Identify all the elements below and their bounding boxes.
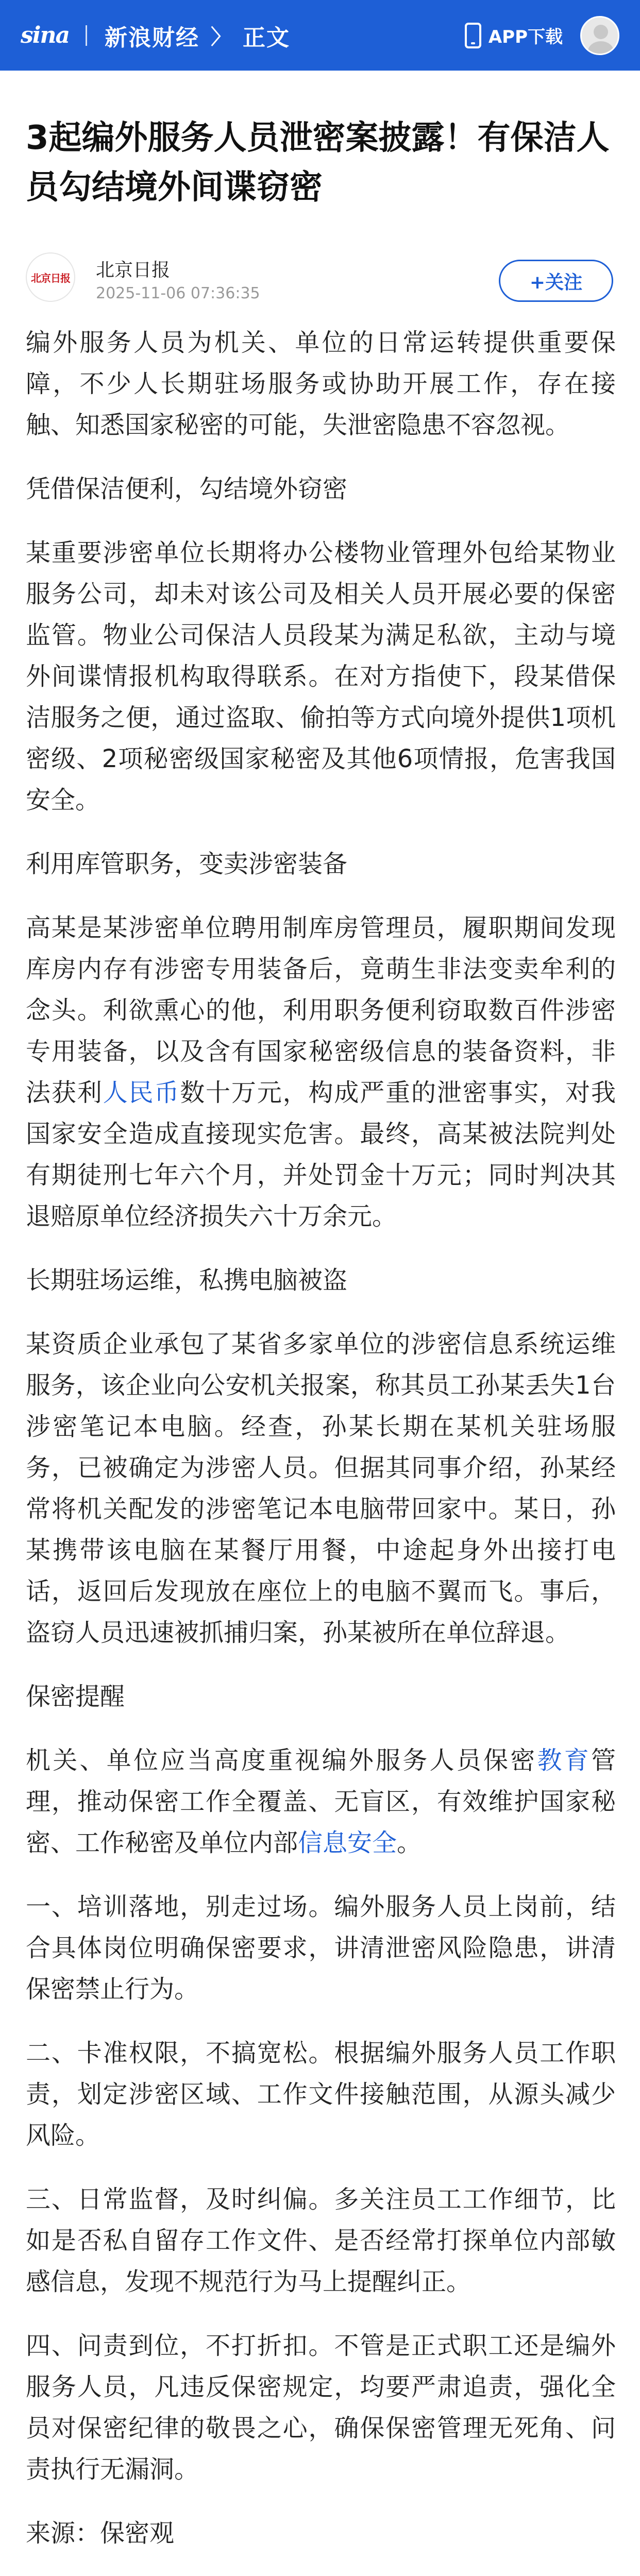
- publish-time: 2025-11-06 07:36:35: [96, 284, 260, 302]
- article-paragraph: 一、培训落地，别走过场。编外服务人员上岗前，结合具体岗位明确保密要求，讲清泄密风险隐患，讲清保密禁止行为。: [26, 1892, 616, 2004]
- article-paragraph: 来源：保密观: [26, 2519, 175, 2548]
- top-navigation-bar: [0, 0, 640, 71]
- paragraph-text: 高某是某涉密单位聘用制库房管理员，履职期间发现库房内存有涉密专用装备后，竟萌生非法变卖牟利的念头。利欲熏心的他，利用职务便利窃取数百件涉密专用装备，以及含有国家秘密级信息的装备资料，非法获利: [26, 913, 616, 1107]
- channel-name[interactable]: 新浪财经: [105, 24, 199, 51]
- article-body: [26, 322, 616, 2576]
- sina-logo[interactable]: [21, 20, 72, 51]
- phone-icon: [465, 23, 481, 48]
- section-subheading: 长期驻场运维，私携电脑被盗: [26, 1266, 348, 1295]
- article-paragraph: [26, 907, 616, 1237]
- header-divider: [86, 25, 87, 46]
- article-source: [26, 252, 613, 309]
- section-subheading: 利用库管职务，变卖涉密装备: [26, 850, 348, 878]
- keyword-link[interactable]: 信息安全: [298, 1828, 397, 1857]
- breadcrumb-arrow-icon: 〉: [211, 25, 231, 49]
- article-paragraph: 四、问责到位，不打折扣。不管是正式职工还是编外服务人员，凡违反保密规定，均要严肃追责，强化全员对保密纪律的敬畏之心，确保保密管理无死角、问责执行无漏洞。: [26, 2331, 616, 2484]
- article-paragraph: 二、卡准权限，不搞宽松。根据编外服务人员工作职责，划定涉密区域、工作文件接触范围，从源头减少风险。: [26, 2039, 616, 2150]
- follow-button[interactable]: +关注: [499, 260, 613, 302]
- paragraph-text: 数十万元，构成严重的泄密事实，对我国家安全造成直接现实危害。最终，高某被法院判处有期徒刑七年六个月，并处罚金十万元；同时判决其退赔原单位经济损失六十万余元。: [26, 1078, 616, 1231]
- article-paragraph: 某重要涉密单位长期将办公楼物业管理外包给某物业服务公司，却未对该公司及相关人员开展必要的保密监管。物业公司保洁人员段某为满足私欲，主动与境外间谍情报机构取得联系。在对方指使下，段某借保洁服务之便，通过盗取、偷拍等方式向境外提供1项机密级、2项秘密级国家秘密及其他6项情报，危害我国安全。: [26, 538, 616, 815]
- breadcrumb-current: 正文: [243, 24, 290, 51]
- paragraph-text: 。: [397, 1828, 422, 1857]
- source-logo-text: 北京日报: [31, 272, 70, 284]
- article-paragraph: 某资质企业承包了某省多家单位的涉密信息系统运维服务，该企业向公安机关报案，称其员工孙某丢失1台涉密笔记本电脑。经查，孙某长期在某机关驻场服务，已被确定为涉密人员。但据其同事介绍，孙某经常将机关配发的涉密笔记本电脑带回家中。某日，孙某携带该电脑在某餐厅用餐，中途起身外出接打电话，返回后发现放在座位上的电脑不翼而飞。事后，盗窃人员迅速被抓捕归案，孙某被所在单位辞退。: [26, 1330, 616, 1647]
- paragraph-text: 管理，推动保密工作全覆盖、无盲区，有效维护国家秘密、工作秘密及单位内部: [26, 1746, 616, 1857]
- logo-text: sina: [21, 22, 69, 48]
- user-avatar[interactable]: [580, 16, 619, 55]
- article-paragraph: [26, 1740, 616, 1863]
- section-subheading: 保密提醒: [26, 1682, 125, 1711]
- keyword-link[interactable]: 教育: [537, 1746, 591, 1775]
- source-logo[interactable]: [26, 252, 75, 302]
- keyword-link[interactable]: 人民币: [103, 1078, 180, 1107]
- article-title: 3起编外服务人员泄密案披露！有保洁人员勾结境外间谍窃密: [26, 119, 610, 207]
- article-paragraph: 三、日常监督，及时纠偏。多关注员工工作细节，比如是否私自留存工作文件、是否经常打探单位内部敏感信息，发现不规范行为马上提醒纠正。: [26, 2185, 616, 2296]
- article-paragraph: 编外服务人员为机关、单位的日常运转提供重要保障，不少人长期驻场服务或协助开展工作，存在接触、知悉国家秘密的可能，失泄密隐患不容忽视。: [26, 328, 616, 439]
- section-subheading: 凭借保洁便利，勾结境外窃密: [26, 474, 348, 503]
- paragraph-text: 机关、单位应当高度重视编外服务人员保密: [26, 1746, 537, 1775]
- app-download-label: APP下载: [488, 27, 563, 47]
- source-name[interactable]: 北京日报: [96, 260, 171, 281]
- app-download-button[interactable]: [465, 23, 563, 48]
